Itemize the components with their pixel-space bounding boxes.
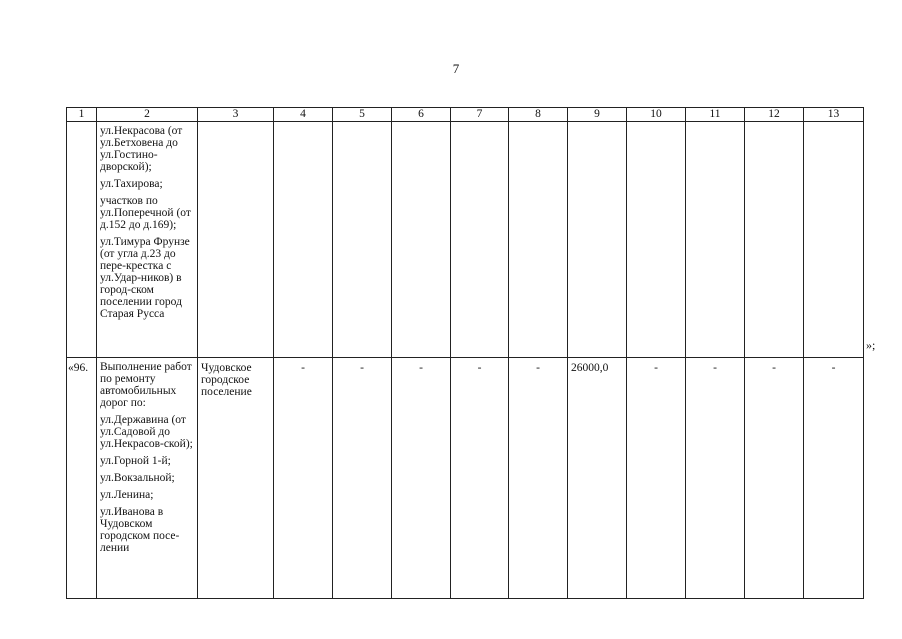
column-header: 11: [686, 108, 745, 122]
page-number: 7: [452, 61, 460, 76]
municipality-cell: Чудовское городское поселение: [198, 358, 274, 599]
value-cell: -: [451, 358, 509, 599]
value-cell: -: [509, 358, 568, 599]
value-cell: [686, 122, 745, 358]
column-header: 1: [67, 108, 97, 122]
closing-quote-mark: »;: [866, 338, 876, 352]
description-line: ул.Ленина;: [100, 489, 154, 501]
value-cell: [804, 122, 864, 358]
table-row: [67, 358, 864, 599]
value-cell: -: [804, 358, 864, 599]
column-header: 6: [392, 108, 451, 122]
value-cell: -: [745, 358, 804, 599]
value-cell: [392, 122, 451, 358]
column-header: 7: [451, 108, 509, 122]
column-number-row: [67, 108, 864, 122]
column-header: 12: [745, 108, 804, 122]
column-header: 13: [804, 108, 864, 122]
column-header: 4: [274, 108, 333, 122]
value-cell: [274, 122, 333, 358]
value-cell: [451, 122, 509, 358]
row-number-cell: «96.: [67, 358, 97, 599]
column-header: 10: [627, 108, 686, 122]
description-line: Выполнение работ по ремонту автомобильных дорог по:: [100, 361, 192, 409]
column-header: 3: [198, 108, 274, 122]
value-cell: -: [274, 358, 333, 599]
value-cell: -: [686, 358, 745, 599]
value-cell: 26000,0: [568, 358, 627, 599]
column-header: 2: [97, 108, 198, 122]
value-cell: -: [333, 358, 392, 599]
column-header: 9: [568, 108, 627, 122]
description-line: участков по ул.Поперечной (от д.152 до д.169);: [100, 195, 191, 231]
value-cell: [509, 122, 568, 358]
value-cell: [568, 122, 627, 358]
description-line: ул.Горной 1-й;: [100, 455, 171, 467]
value-cell: -: [392, 358, 451, 599]
table-row: [67, 122, 864, 358]
budget-table: [66, 107, 864, 599]
description-line: ул.Тахирова;: [100, 178, 163, 190]
description-line: ул.Вокзальной;: [100, 472, 175, 484]
row-number-cell: [67, 122, 97, 358]
municipality-cell: [198, 122, 274, 358]
description-line: ул.Державина (от ул.Садовой до ул.Некрасов-ской);: [100, 414, 193, 450]
description-line: ул.Иванова в Чудовском городском посе-лении: [100, 506, 180, 554]
column-header: 5: [333, 108, 392, 122]
value-cell: -: [627, 358, 686, 599]
description-cell: [97, 122, 198, 358]
column-header: 8: [509, 108, 568, 122]
description-line: ул.Тимура Фрунзе (от угла д.23 до пере-крестка с ул.Удар-ников) в город-ском поселении город Старая Русса: [100, 236, 190, 320]
description-line: ул.Некрасова (от ул.Бетховена до ул.Гостино-дворской);: [100, 125, 183, 173]
value-cell: [627, 122, 686, 358]
description-cell: [97, 358, 198, 599]
value-cell: [333, 122, 392, 358]
value-cell: [745, 122, 804, 358]
